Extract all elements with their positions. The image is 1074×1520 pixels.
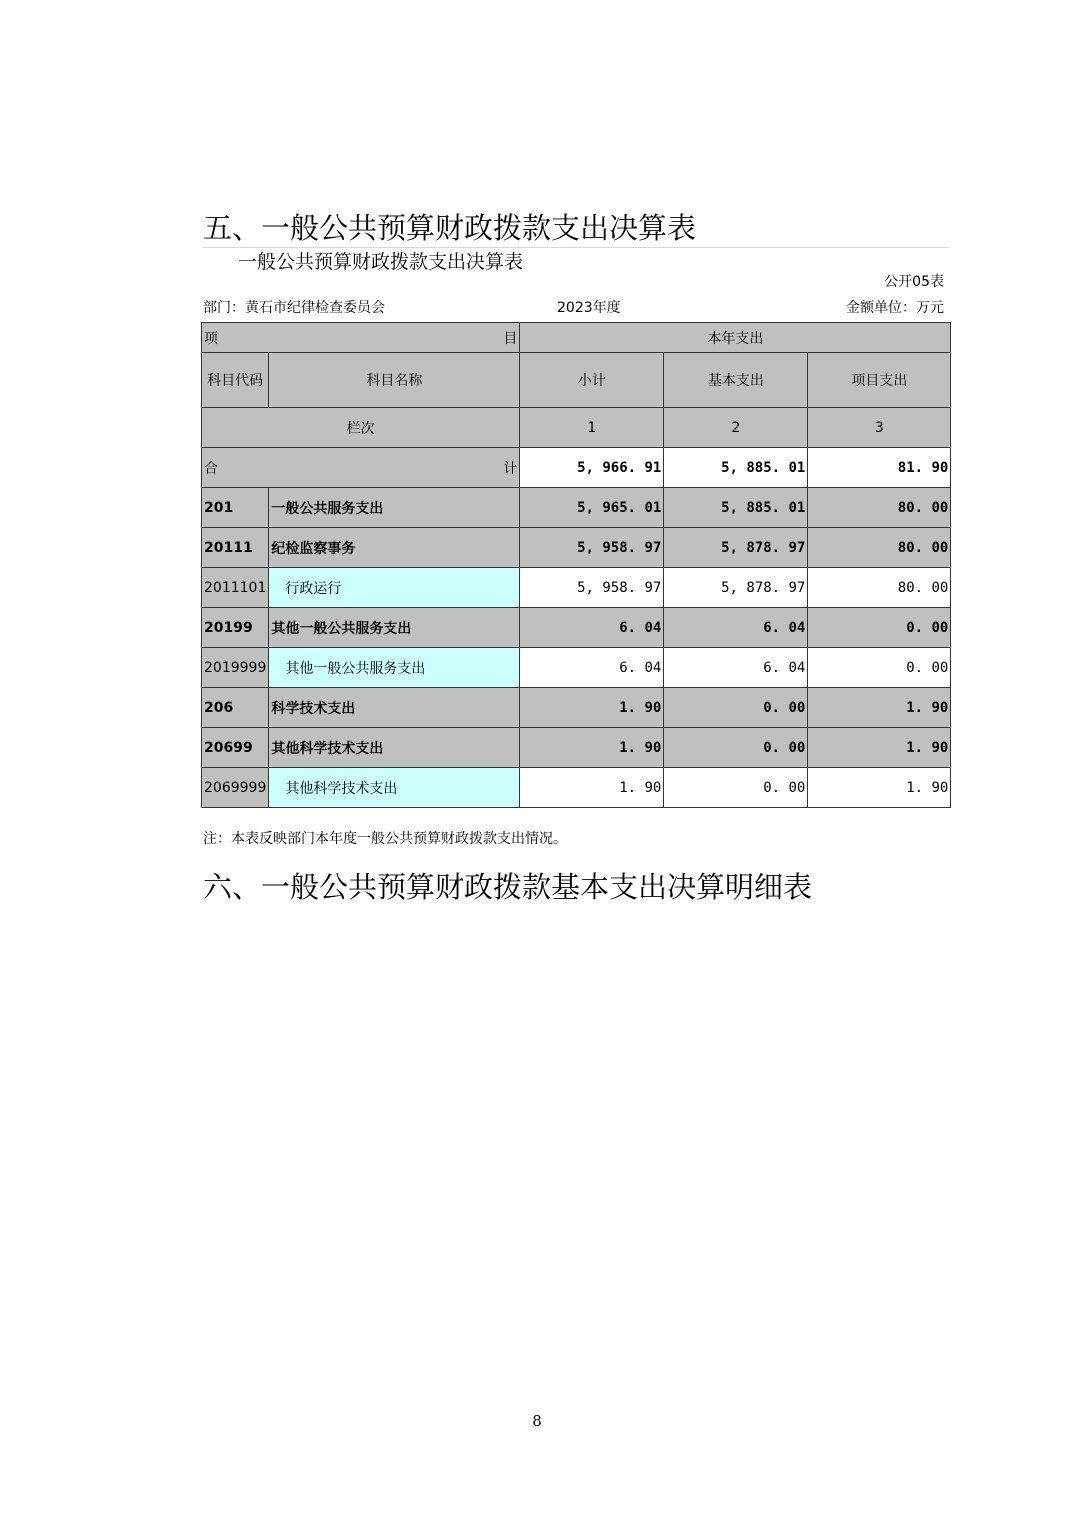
row-name: 其他一般公共服务支出 [269, 608, 520, 648]
item-header: 项 目 [202, 323, 520, 353]
row-subtotal: 5, 958. 97 [520, 528, 664, 568]
title-divider [203, 247, 950, 248]
column-3: 3 [808, 408, 951, 448]
row-basic: 5, 878. 97 [664, 528, 808, 568]
row-basic: 5, 885. 01 [664, 488, 808, 528]
row-code: 2069999 [202, 768, 269, 808]
page-number: 8 [532, 1412, 542, 1430]
table-row [202, 528, 951, 568]
basic-header: 基本支出 [664, 353, 808, 408]
header-row-2 [202, 353, 951, 408]
table-row [202, 728, 951, 768]
row-project: 1. 90 [808, 728, 951, 768]
department-label: 部门：黄石市纪律检查委员会 [203, 300, 385, 316]
row-code: 20699 [202, 728, 269, 768]
column-1: 1 [520, 408, 664, 448]
row-project: 0. 00 [808, 648, 951, 688]
row-code: 2019999 [202, 648, 269, 688]
row-basic: 5, 878. 97 [664, 568, 808, 608]
table-row [202, 648, 951, 688]
expenditure-table [201, 322, 951, 808]
current-expense-header: 本年支出 [520, 323, 951, 353]
table-title: 一般公共预算财政拨款支出决算表 [238, 251, 524, 273]
column-number-label: 栏次 [202, 408, 520, 448]
fiscal-year: 2023年度 [557, 300, 621, 316]
section-6-title: 六、一般公共预算财政拨款基本支出决算明细表 [203, 870, 813, 904]
row-project: 1. 90 [808, 768, 951, 808]
table-row [202, 488, 951, 528]
project-header: 项目支出 [808, 353, 951, 408]
table-row [202, 608, 951, 648]
row-project: 1. 90 [808, 688, 951, 728]
row-basic: 6. 04 [664, 608, 808, 648]
total-label: 合 计 [202, 448, 520, 488]
row-project: 80. 00 [808, 568, 951, 608]
row-subtotal: 6. 04 [520, 608, 664, 648]
section-5-title: 五、一般公共预算财政拨款支出决算表 [203, 211, 697, 245]
row-name: 其他一般公共服务支出 [269, 648, 520, 688]
column-2: 2 [664, 408, 808, 448]
row-subtotal: 1. 90 [520, 728, 664, 768]
total-row [202, 448, 951, 488]
row-code: 2011101 [202, 568, 269, 608]
row-name: 科学技术支出 [269, 688, 520, 728]
table-row [202, 688, 951, 728]
row-subtotal: 6. 04 [520, 648, 664, 688]
row-code: 201 [202, 488, 269, 528]
name-header: 科目名称 [269, 353, 520, 408]
column-number-row [202, 408, 951, 448]
total-basic: 5, 885. 01 [664, 448, 808, 488]
table-row [202, 568, 951, 608]
table-note: 注：本表反映部门本年度一般公共预算财政拨款支出情况。 [203, 831, 567, 847]
row-basic: 0. 00 [664, 728, 808, 768]
row-code: 20111 [202, 528, 269, 568]
row-name: 其他科学技术支出 [269, 768, 520, 808]
table-row [202, 768, 951, 808]
total-project: 81. 90 [808, 448, 951, 488]
row-name: 纪检监察事务 [269, 528, 520, 568]
row-basic: 6. 04 [664, 648, 808, 688]
row-subtotal: 1. 90 [520, 688, 664, 728]
row-basic: 0. 00 [664, 688, 808, 728]
header-row-1 [202, 323, 951, 353]
row-code: 206 [202, 688, 269, 728]
row-name: 其他科学技术支出 [269, 728, 520, 768]
row-name: 一般公共服务支出 [269, 488, 520, 528]
row-project: 0. 00 [808, 608, 951, 648]
row-subtotal: 1. 90 [520, 768, 664, 808]
row-name: 行政运行 [269, 568, 520, 608]
row-subtotal: 5, 965. 01 [520, 488, 664, 528]
total-subtotal: 5, 966. 91 [520, 448, 664, 488]
amount-unit: 金额单位：万元 [846, 300, 944, 316]
row-project: 80. 00 [808, 488, 951, 528]
form-code: 公开05表 [884, 274, 944, 290]
row-subtotal: 5, 958. 97 [520, 568, 664, 608]
row-code: 20199 [202, 608, 269, 648]
code-header: 科目代码 [202, 353, 269, 408]
row-project: 80. 00 [808, 528, 951, 568]
subtotal-header: 小计 [520, 353, 664, 408]
row-basic: 0. 00 [664, 768, 808, 808]
